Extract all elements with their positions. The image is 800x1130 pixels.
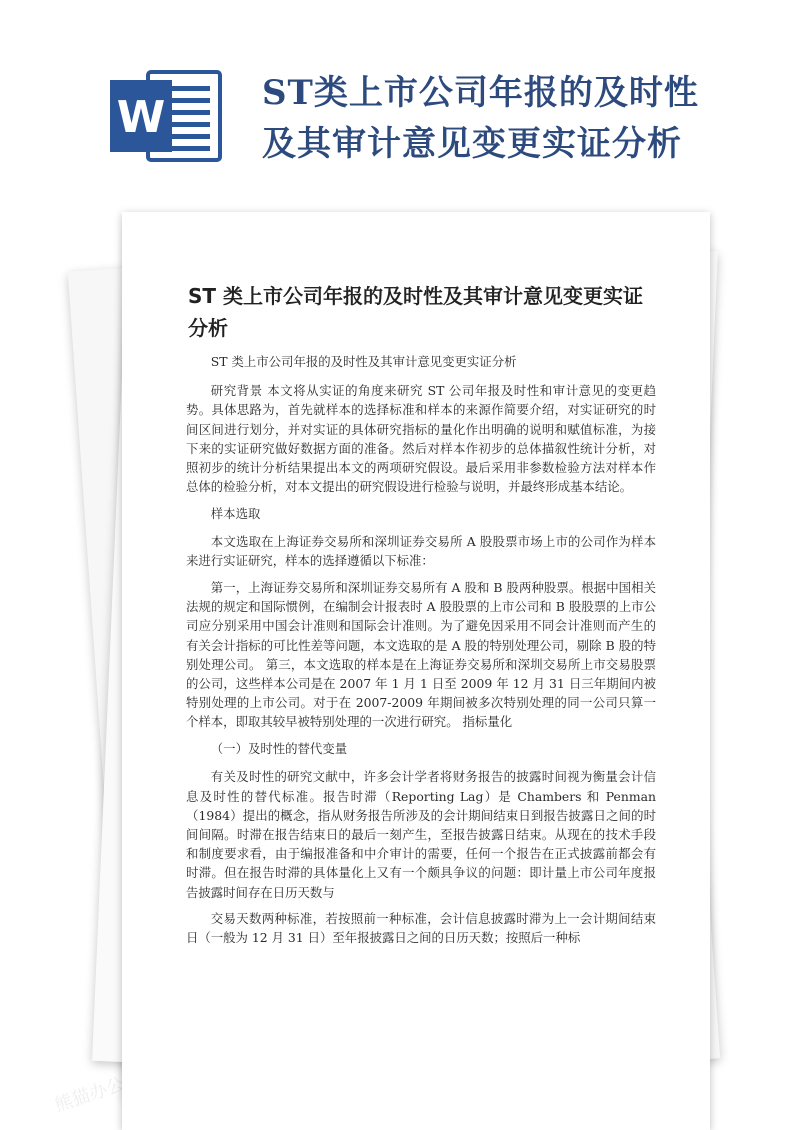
document-subtitle: ST 类上市公司年报的及时性及其审计意见变更实证分析 bbox=[210, 354, 517, 369]
watermark: 熊猫办公 bbox=[52, 1073, 128, 1117]
document-body bbox=[186, 352, 656, 955]
document-title: ST 类上市公司年报的及时性及其审计意见变更实证分析 bbox=[188, 284, 644, 340]
paragraph-criteria: 第一，上海证券交易所和深圳证券交易所有 A 股和 B 股两种股票。根据中国相关法规的规定和国际惯例，在编制会计报表时 A 股股票的上市公司和 B 股股票的上市公司应分别采用中国会计准则和国际会计准则。为了避免因采用不同会计准则而产生的有关会计指标的可比性差等问题，本文选取的是 A 股的特别处理公司，剔除 B 股的特别处理公司。 第三，本文选取的样本是在上海证券交易所和深圳交易所上市交易股票的公司，这些样本公司是在 2007 年 1 月 1 日至 2009 年 12 月 31 日三年期间内被特别处理的上市公司。对于在 2007-2009 年期间被多次特别处理的同一公司只算一个样本，即取其较早被特别处理的一次进行研究。 指标量化 bbox=[186, 580, 656, 730]
banner-title bbox=[262, 68, 782, 170]
heading-timeliness-proxy: （一）及时性的替代变量 bbox=[210, 741, 348, 757]
word-logo-letter: W bbox=[116, 92, 166, 143]
document-page bbox=[122, 212, 710, 1130]
paragraph-research-background: 研究背景 本文将从实证的角度来研究 ST 公司年报及时性和审计意见的变更趋势。具体思路为，首先就样本的选择标准和样本的来源作简要介绍，对实证研究的时间区间进行划分，并对实证的具体研究指标的量化作出明确的说明和赋值标准，为接下来的实证研究做好数据方面的准备。然后对样本作初步的总体描叙性统计分析，对照初步的统计分析结果提出本文的两项研究假设。最后采用非参数检验方法对样本作总体的检验分析，对本文提出的研究假设进行检验与说明，并最终形成基本结论。 bbox=[186, 383, 656, 495]
paragraph-trading-days: 交易天数两种标准，若按照前一种标准，会计信息披露时滞为上一会计期间结束日（一般为 12 月 31 日）至年报披露日之间的日历天数；按照后一种标 bbox=[186, 911, 656, 946]
paragraph-timeliness-literature: 有关及时性的研究文献中，许多会计学者将财务报告的披露时间视为衡量会计信息及时性的替代标准。报告时滞（Reporting Lag）是 Chambers 和 Penman（1984）提出的概念，指从财务报告所涉及的会计期间结束日到报告披露日之间的时间间隔。时滞在报告结束日的最后一刻产生，至报告披露日结束。从现在的技术手段和制度要求看，由于编报准备和中介审计的需要，任何一个报告在正式披露前都会有时滞。但在报告时滞的具体量化上又有一个颇具争议的问题：即计量上市公司年度报告披露时间存在日历天数与 bbox=[186, 769, 656, 900]
word-document-icon bbox=[108, 66, 226, 166]
heading-sample-selection: 样本选取 bbox=[210, 505, 261, 521]
header-banner bbox=[0, 0, 800, 200]
banner-title-line-1: ST类上市公司年报的及时性 bbox=[262, 73, 699, 113]
paragraph-sample-description: 本文选取在上海证券交易所和深圳证券交易所 A 股股票市场上市的公司作为样本来进行实证研究，样本的选择遵循以下标准： bbox=[186, 534, 656, 569]
banner-title-line-2: 及其审计意见变更实证分析 bbox=[262, 124, 682, 164]
